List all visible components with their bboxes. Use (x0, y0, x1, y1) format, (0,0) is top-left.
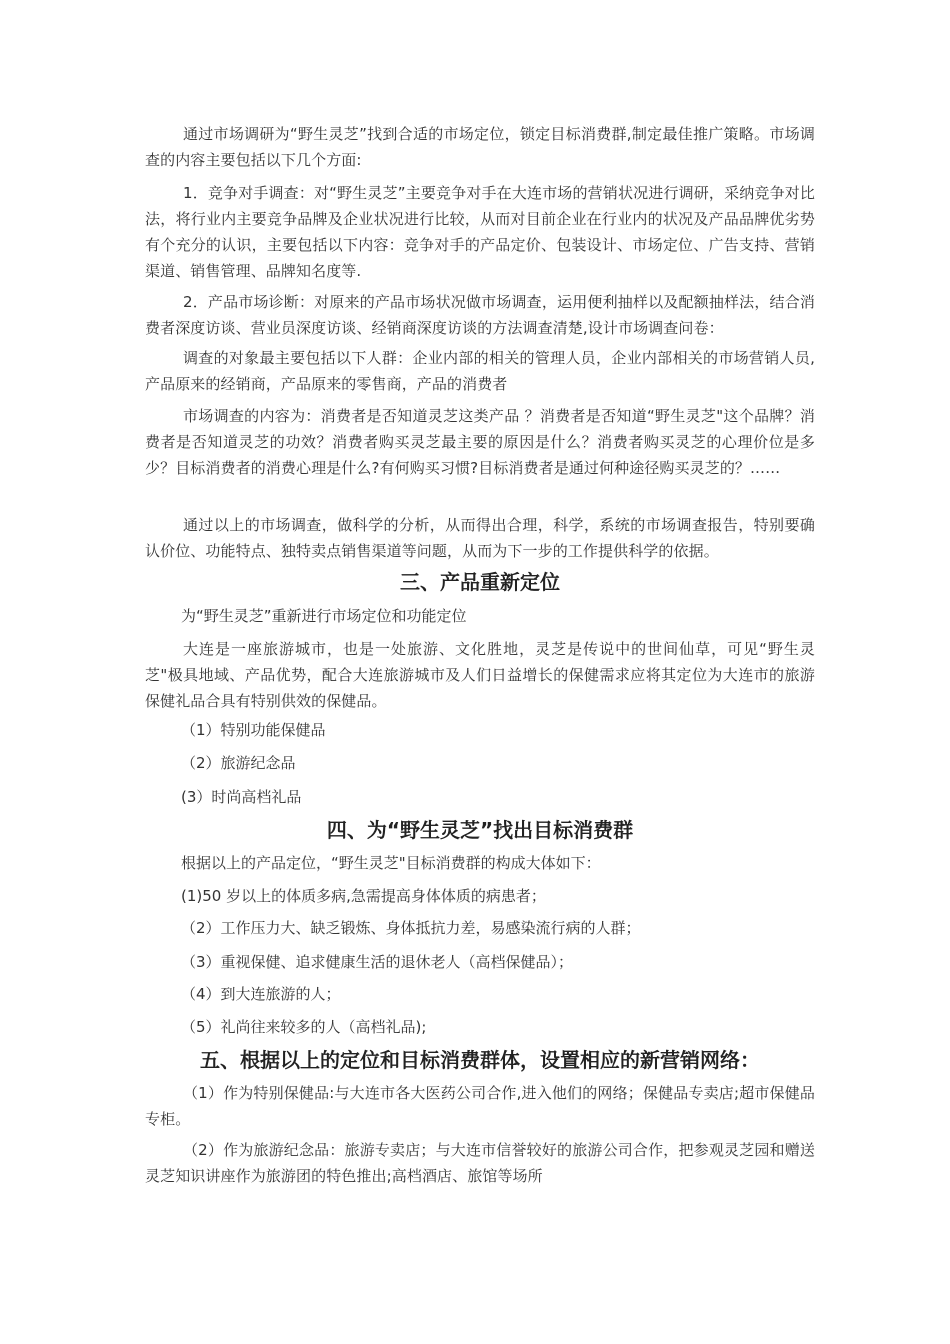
survey-conclusion-paragraph: 通过以上的市场调查，做科学的分析，从而得出合理，科学，系统的市场调查报告，特别要确认价位、功能特点、独特卖点销售渠道等问题，从而为下一步的工作提供科学的依据。 (145, 516, 815, 560)
section4-item: （4）到大连旅游的人； (181, 985, 341, 1003)
intro-paragraph: 通过市场调研为“野生灵芝”找到合适的市场定位，锁定目标消费群,制定最佳推广策略。市场调查的内容主要包括以下几个方面: (145, 125, 815, 169)
section3-body: 大连是一座旅游城市，也是一处旅游、文化胜地，灵芝是传说中的世间仙草，可见“野生灵芝"极具地域、产品优势，配合大连旅游城市及人们日益增长的保健需求应将其定位为大连市的旅游保健礼品合具有特别供效的保健品。 (145, 640, 815, 710)
section4-item: （2）工作压力大、缺乏锻炼、身体抵抗力差，易感染流行病的人群； (181, 919, 641, 937)
section3-item: (3）时尚高档礼品 (181, 788, 302, 806)
section4-heading: 四、为“野生灵芝”找出目标消费群 (326, 818, 634, 842)
section3-item: （2）旅游纪念品 (181, 754, 296, 772)
section3-subtitle: 为“野生灵芝”重新进行市场定位和功能定位 (181, 607, 467, 625)
section5-heading: 五、根据以上的定位和目标消费群体，设置相应的新营销网络： (200, 1048, 760, 1072)
section4-item: (1)50 岁以上的体质多病,急需提高身体体质的病患者； (181, 887, 546, 905)
section4-item: （5）礼尚往来较多的人（高档礼品); (181, 1018, 427, 1036)
section4-subtitle: 根据以上的产品定位，“野生灵芝"目标消费群的构成大体如下： (181, 854, 601, 872)
section3-item: （1）特别功能保健品 (181, 721, 326, 739)
section4-item: （3）重视保健、追求健康生活的退休老人（高档保健品）； (181, 953, 574, 971)
survey-targets-paragraph: 调查的对象最主要包括以下人群：企业内部的相关的管理人员，企业内部相关的市场营销人员,产品原来的经销商，产品原来的零售商，产品的消费者 (145, 349, 815, 393)
section5-paragraph-1: （1）作为特别保健品:与大连市各大医药公司合作,进入他们的网络；保健品专卖店;超市保健品专柜。 (145, 1084, 815, 1128)
section3-heading: 三、产品重新定位 (400, 570, 560, 594)
market-diagnosis-paragraph: 2．产品市场诊断：对原来的产品市场状况做市场调查，运用便利抽样以及配额抽样法，结合消费者深度访谈、营业员深度访谈、经销商深度访谈的方法调查清楚,设计市场调查问卷： (145, 293, 815, 337)
survey-content-paragraph: 市场调查的内容为：消费者是否知道灵芝这类产品 ？消费者是否知道“野生灵芝"这个品牌？消费者是否知道灵芝的功效？消费者购买灵芝最主要的原因是什么？消费者购买灵芝的心理价位是多少？目标消费者的消费心理是什么?有何购买习惯?目标消费者是通过何种途径购买灵芝的？…… (145, 407, 815, 477)
section5-paragraph-2: （2）作为旅游纪念品：旅游专卖店；与大连市信誉较好的旅游公司合作，把参观灵芝园和赠送灵芝知识讲座作为旅游团的特色推出;高档酒店、旅馆等场所 (145, 1141, 815, 1185)
competitor-survey-paragraph: 1．竞争对手调查：对“野生灵芝”主要竞争对手在大连市场的营销状况进行调研，采纳竞争对比法，将行业内主要竞争品牌及企业状况进行比较，从而对目前企业在行业内的状况及产品品牌优劣势有个充分的认识，主要包括以下内容：竞争对手的产品定价、包装设计、市场定位、广告支持、营销渠道、销售管理、品牌知名度等. (145, 184, 815, 280)
